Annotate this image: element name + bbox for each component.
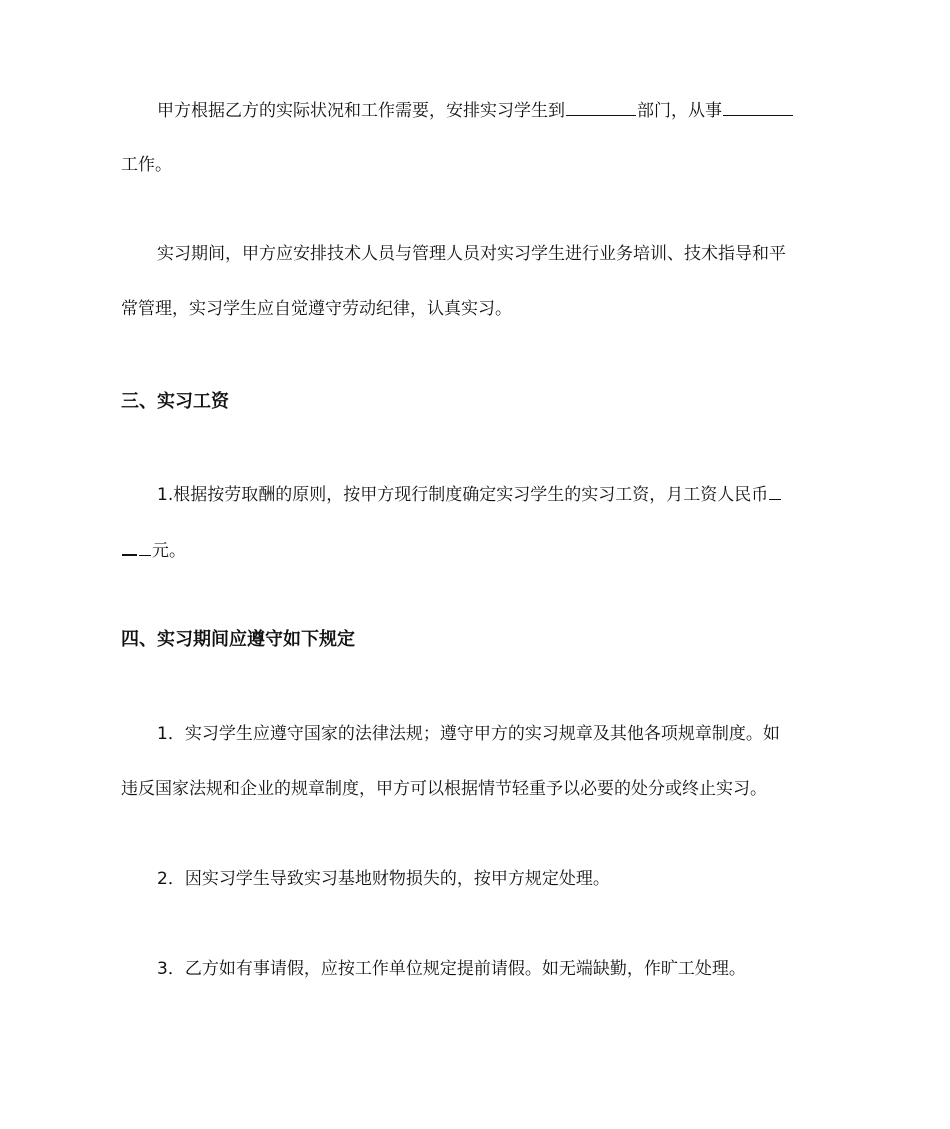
para1-line1 <box>157 99 794 123</box>
para1-line2 <box>121 153 172 177</box>
para1-text-c: 工作。 <box>121 155 172 175</box>
work-blank <box>723 99 793 116</box>
section4-heading-text: 四、实习期间应遵守如下规定 <box>121 629 355 650</box>
section4-item3-text: 3．乙方如有事请假，应按工作单位规定提前请假。如无端缺勤，作旷工处理。 <box>157 959 746 979</box>
para1-text-b: 部门，从事 <box>637 101 722 121</box>
para2-text-b: 常管理，实习学生应自觉遵守劳动纪律，认真实习。 <box>121 299 512 319</box>
para2-line2 <box>121 297 512 321</box>
section3-item1-line1 <box>157 483 782 507</box>
section4-item1-text-b: 违反国家法规和企业的规章制度，甲方可以根据情节轻重予以必要的处分或终止实习。 <box>121 779 767 799</box>
section4-item1-line1 <box>157 722 780 746</box>
para2-text-a: 实习期间，甲方应安排技术人员与管理人员对实习学生进行业务培训、技术指导和平 <box>157 244 786 264</box>
salary-blank-middle <box>122 538 137 556</box>
section4-item1-text-a: 1．实习学生应遵守国家的法律法规；遵守甲方的实习规章及其他各项规章制度。如 <box>157 724 780 744</box>
section3-heading-text: 三、实习工资 <box>121 391 229 412</box>
para1-text-a: 甲方根据乙方的实际状况和工作需要，安排实习学生到 <box>157 101 565 121</box>
section4-item1-line2 <box>121 777 767 801</box>
section4-item2-text: 2．因实习学生导致实习基地财物损失的，按甲方规定处理。 <box>157 869 610 889</box>
section3-item1-line2 <box>121 538 186 563</box>
section4-item3-line1 <box>157 957 746 981</box>
section3-item1-text-b: 元。 <box>152 541 186 561</box>
salary-blank-end <box>139 539 151 556</box>
salary-blank-start <box>769 483 781 500</box>
section4-item2-line1 <box>157 867 610 891</box>
section3-item1-text-a: 1.根据按劳取酬的原则，按甲方现行制度确定实习学生的实习工资，月工资人民币 <box>157 485 769 505</box>
department-blank <box>566 99 636 116</box>
section4-heading <box>121 628 355 652</box>
para2-line1 <box>157 242 786 266</box>
section3-heading <box>121 390 229 414</box>
